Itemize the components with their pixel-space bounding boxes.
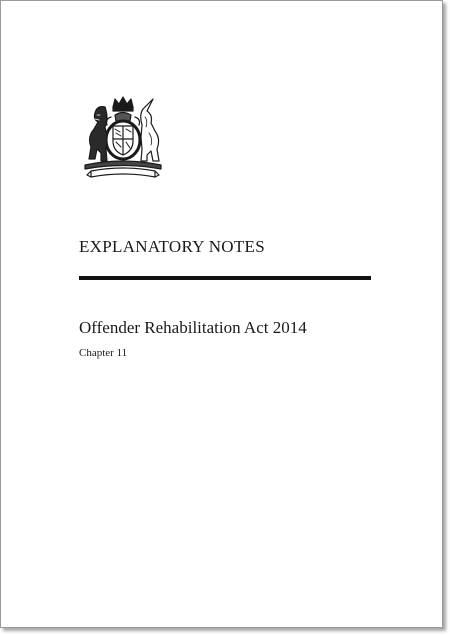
document-type-heading: EXPLANATORY NOTES bbox=[79, 237, 265, 256]
chapter-number: Chapter 11 bbox=[79, 347, 128, 359]
title-divider-rule bbox=[79, 276, 371, 280]
act-title: Offender Rehabilitation Act 2014 bbox=[79, 318, 307, 337]
royal-coat-of-arms-emblem bbox=[75, 93, 171, 179]
